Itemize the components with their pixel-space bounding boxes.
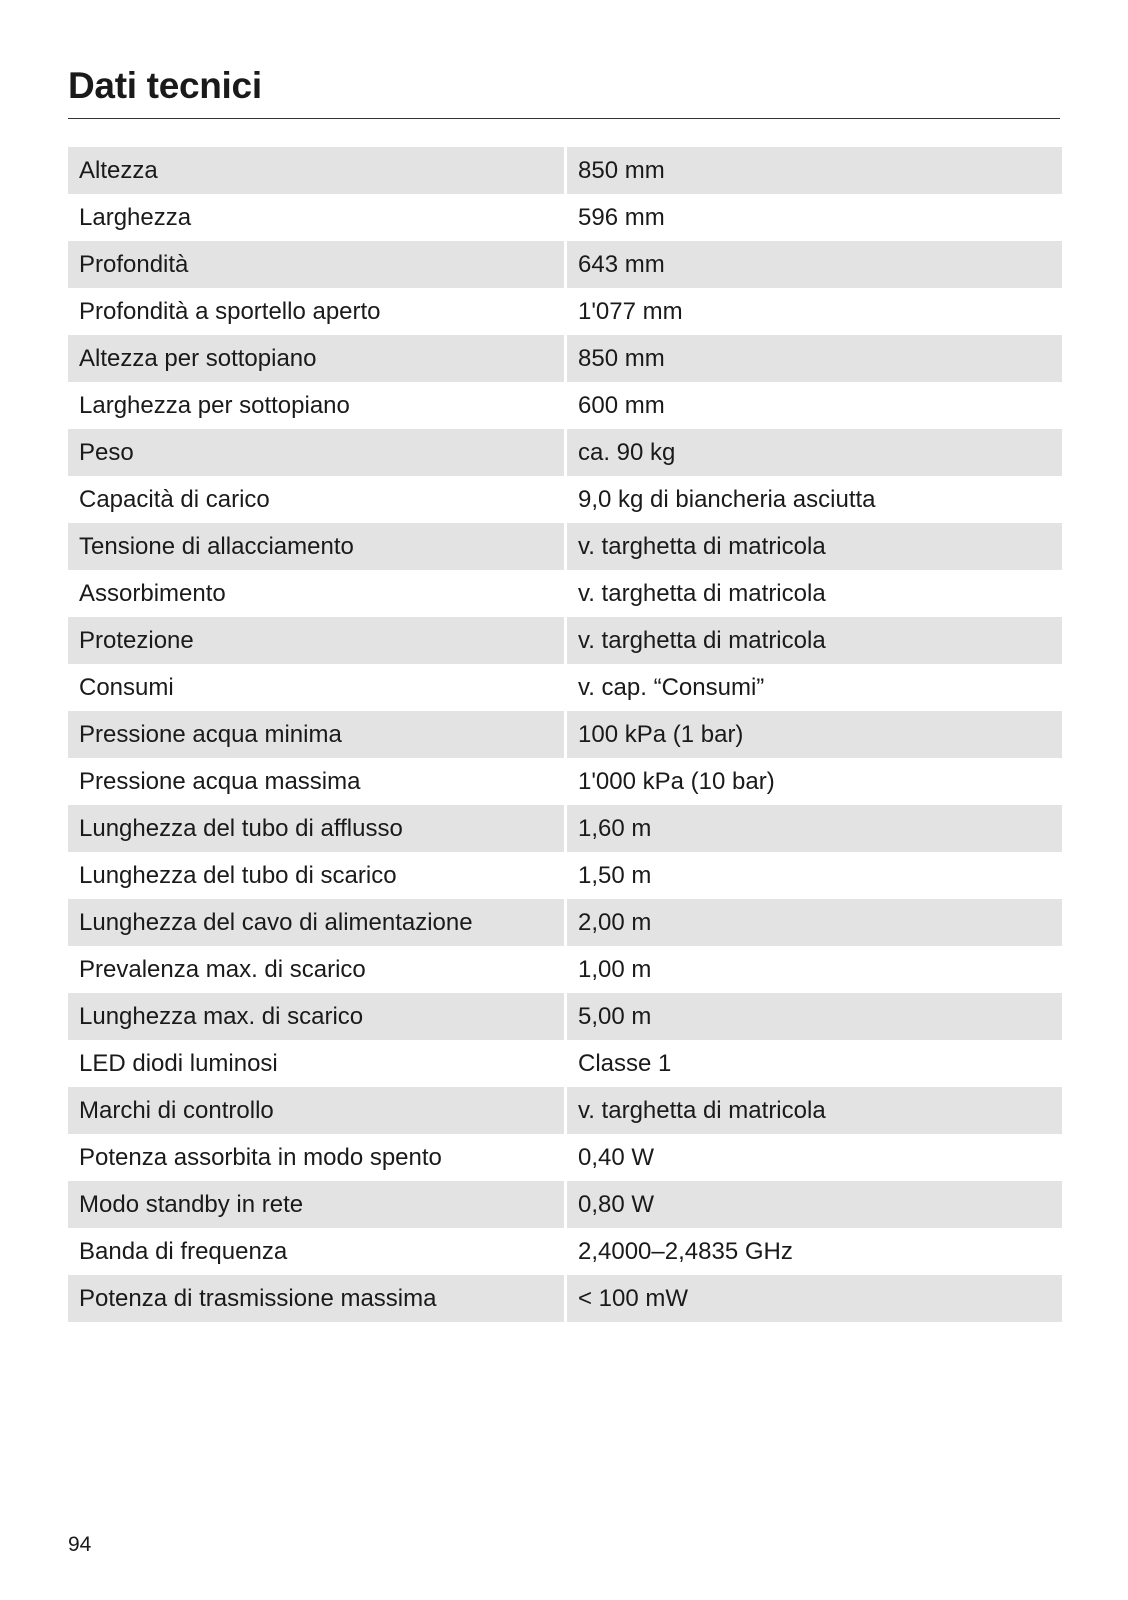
page-title: Dati tecnici xyxy=(68,65,262,106)
table-row xyxy=(68,429,1062,476)
spec-value: 1,00 m xyxy=(567,946,1062,993)
spec-value: 596 mm xyxy=(567,194,1062,241)
spec-value: 1,50 m xyxy=(567,852,1062,899)
spec-value: v. targhetta di matricola xyxy=(567,523,1062,570)
spec-value: 850 mm xyxy=(567,147,1062,194)
spec-value: 1'077 mm xyxy=(567,288,1062,335)
page-number: 94 xyxy=(68,1533,92,1556)
spec-label: LED diodi luminosi xyxy=(68,1040,567,1087)
spec-value: v. cap. “Consumi” xyxy=(567,664,1062,711)
spec-label: Marchi di controllo xyxy=(68,1087,567,1134)
spec-label: Altezza xyxy=(68,147,567,194)
spec-label: Lunghezza del tubo di afflusso xyxy=(68,805,567,852)
spec-label: Potenza assorbita in modo spento xyxy=(68,1134,567,1181)
spec-label: Modo standby in rete xyxy=(68,1181,567,1228)
spec-value: 643 mm xyxy=(567,241,1062,288)
table-row xyxy=(68,1275,1062,1322)
spec-label: Altezza per sottopiano xyxy=(68,335,567,382)
spec-label: Banda di frequenza xyxy=(68,1228,567,1275)
spec-value: 1,60 m xyxy=(567,805,1062,852)
spec-label: Protezione xyxy=(68,617,567,664)
title-divider xyxy=(68,118,1060,119)
table-row xyxy=(68,523,1062,570)
table-row xyxy=(68,194,1062,241)
table-row xyxy=(68,946,1062,993)
spec-label: Larghezza xyxy=(68,194,567,241)
table-row xyxy=(68,1181,1062,1228)
table-row xyxy=(68,899,1062,946)
table-row xyxy=(68,852,1062,899)
table-row xyxy=(68,805,1062,852)
spec-label: Consumi xyxy=(68,664,567,711)
spec-value: 1'000 kPa (10 bar) xyxy=(567,758,1062,805)
spec-label: Larghezza per sottopiano xyxy=(68,382,567,429)
spec-value: 5,00 m xyxy=(567,993,1062,1040)
spec-label: Lunghezza del cavo di alimentazione xyxy=(68,899,567,946)
spec-value: 0,40 W xyxy=(567,1134,1062,1181)
spec-table xyxy=(68,147,1062,1322)
table-row xyxy=(68,1087,1062,1134)
table-row xyxy=(68,711,1062,758)
spec-label: Lunghezza max. di scarico xyxy=(68,993,567,1040)
spec-label: Profondità xyxy=(68,241,567,288)
spec-value: 850 mm xyxy=(567,335,1062,382)
table-row xyxy=(68,288,1062,335)
table-row xyxy=(68,382,1062,429)
spec-value: < 100 mW xyxy=(567,1275,1062,1322)
spec-value: Classe 1 xyxy=(567,1040,1062,1087)
spec-value: 600 mm xyxy=(567,382,1062,429)
table-row xyxy=(68,476,1062,523)
table-row xyxy=(68,1134,1062,1181)
spec-label: Assorbimento xyxy=(68,570,567,617)
table-row xyxy=(68,1040,1062,1087)
spec-value: 2,00 m xyxy=(567,899,1062,946)
table-row xyxy=(68,758,1062,805)
spec-label: Tensione di allacciamento xyxy=(68,523,567,570)
spec-value: ca. 90 kg xyxy=(567,429,1062,476)
spec-label: Pressione acqua massima xyxy=(68,758,567,805)
spec-value: 100 kPa (1 bar) xyxy=(567,711,1062,758)
spec-value: v. targhetta di matricola xyxy=(567,617,1062,664)
spec-label: Pressione acqua minima xyxy=(68,711,567,758)
table-row xyxy=(68,335,1062,382)
spec-label: Lunghezza del tubo di scarico xyxy=(68,852,567,899)
spec-label: Capacità di carico xyxy=(68,476,567,523)
spec-table-body xyxy=(68,147,1062,1322)
spec-label: Prevalenza max. di scarico xyxy=(68,946,567,993)
spec-value: v. targhetta di matricola xyxy=(567,1087,1062,1134)
spec-value: 2,4000–2,4835 GHz xyxy=(567,1228,1062,1275)
table-row xyxy=(68,1228,1062,1275)
table-row xyxy=(68,570,1062,617)
table-row xyxy=(68,617,1062,664)
spec-value: 0,80 W xyxy=(567,1181,1062,1228)
spec-label: Peso xyxy=(68,429,567,476)
table-row xyxy=(68,993,1062,1040)
table-row xyxy=(68,147,1062,194)
table-row xyxy=(68,241,1062,288)
spec-value: 9,0 kg di biancheria asciutta xyxy=(567,476,1062,523)
spec-value: v. targhetta di matricola xyxy=(567,570,1062,617)
table-row xyxy=(68,664,1062,711)
spec-label: Potenza di trasmissione massima xyxy=(68,1275,567,1322)
spec-label: Profondità a sportello aperto xyxy=(68,288,567,335)
